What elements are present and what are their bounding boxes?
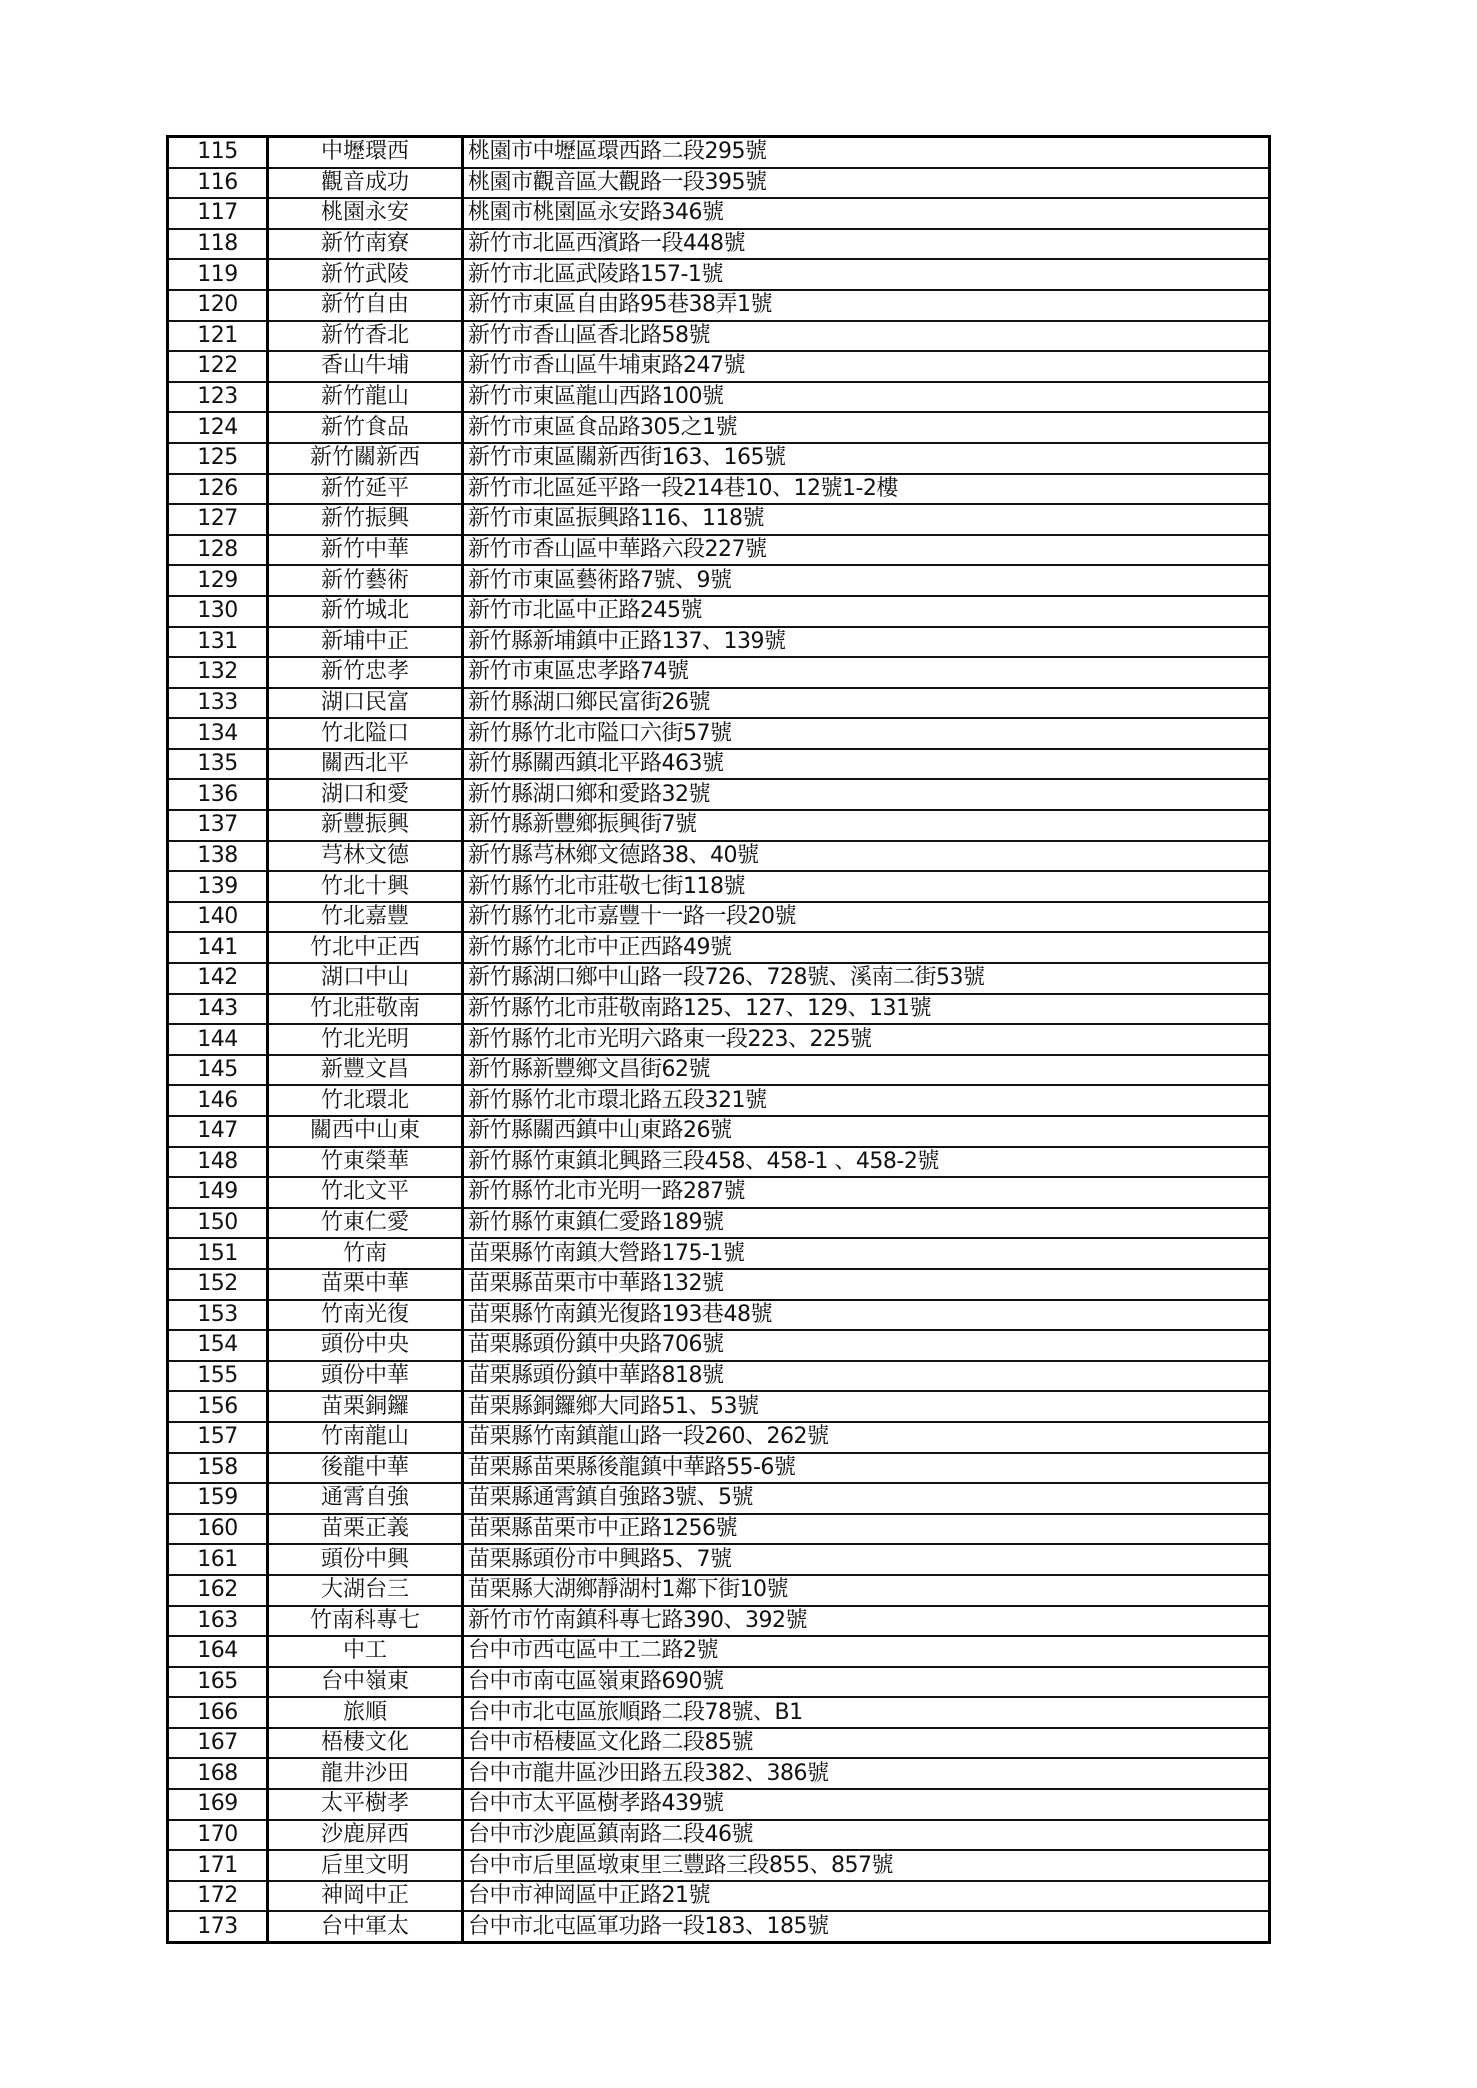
row-number-cell: 127: [168, 504, 268, 535]
table-row: [168, 1391, 1270, 1422]
address-cell: 新竹市香山區中華路六段227號: [463, 535, 1270, 566]
store-name-cell: 後龍中華: [268, 1453, 463, 1484]
store-name-cell: 苗栗正義: [268, 1514, 463, 1545]
address-cell: 新竹縣竹北市莊敬南路125、127、129、131號: [463, 994, 1270, 1025]
store-name-cell: 關西中山東: [268, 1116, 463, 1147]
address-cell: 新竹市香山區牛埔東路247號: [463, 351, 1270, 382]
table-row: [168, 1789, 1270, 1820]
row-number-cell: 168: [168, 1758, 268, 1789]
table-row: [168, 779, 1270, 810]
table-row: [168, 198, 1270, 229]
store-name-cell: 觀音成功: [268, 168, 463, 199]
row-number-cell: 146: [168, 1085, 268, 1116]
row-number-cell: 134: [168, 718, 268, 749]
table-row: [168, 443, 1270, 474]
row-number-cell: 147: [168, 1116, 268, 1147]
table-row: [168, 963, 1270, 994]
address-cell: 新竹市東區龍山西路100號: [463, 382, 1270, 413]
table-row: [168, 657, 1270, 688]
row-number-cell: 155: [168, 1361, 268, 1392]
table-row: [168, 810, 1270, 841]
table-row: [168, 259, 1270, 290]
table-row: [168, 596, 1270, 627]
store-name-cell: 新竹香北: [268, 321, 463, 352]
address-cell: 苗栗縣竹南鎮大營路175-1號: [463, 1238, 1270, 1269]
store-name-cell: 竹北嘉豐: [268, 902, 463, 933]
store-name-cell: 新豐文昌: [268, 1055, 463, 1086]
address-cell: 新竹市北區武陵路157-1號: [463, 259, 1270, 290]
row-number-cell: 163: [168, 1606, 268, 1637]
address-cell: 新竹縣湖口鄉民富街26號: [463, 688, 1270, 719]
table-row: [168, 1453, 1270, 1484]
store-name-cell: 湖口和愛: [268, 779, 463, 810]
row-number-cell: 123: [168, 382, 268, 413]
store-name-cell: 竹南龍山: [268, 1422, 463, 1453]
address-cell: 新竹縣竹北市環北路五段321號: [463, 1085, 1270, 1116]
address-cell: 台中市梧棲區文化路二段85號: [463, 1728, 1270, 1759]
store-name-cell: 新竹中華: [268, 535, 463, 566]
address-cell: 台中市神岡區中正路21號: [463, 1881, 1270, 1912]
row-number-cell: 165: [168, 1667, 268, 1698]
store-name-cell: 梧棲文化: [268, 1728, 463, 1759]
table-row: [168, 1758, 1270, 1789]
address-cell: 新竹縣關西鎮北平路463號: [463, 749, 1270, 780]
row-number-cell: 157: [168, 1422, 268, 1453]
row-number-cell: 170: [168, 1820, 268, 1851]
address-cell: 桃園市觀音區大觀路一段395號: [463, 168, 1270, 199]
address-cell: 苗栗縣竹南鎮光復路193巷48號: [463, 1300, 1270, 1331]
table-row: [168, 321, 1270, 352]
store-name-cell: 通霄自強: [268, 1483, 463, 1514]
row-number-cell: 144: [168, 1024, 268, 1055]
address-cell: 新竹縣竹北市光明六路東一段223、225號: [463, 1024, 1270, 1055]
table-row: [168, 1208, 1270, 1239]
store-name-cell: 竹北莊敬南: [268, 994, 463, 1025]
row-number-cell: 132: [168, 657, 268, 688]
row-number-cell: 143: [168, 994, 268, 1025]
row-number-cell: 125: [168, 443, 268, 474]
table-row: [168, 1820, 1270, 1851]
address-cell: 新竹市香山區香北路58號: [463, 321, 1270, 352]
table-row: [168, 841, 1270, 872]
store-name-cell: 沙鹿屏西: [268, 1820, 463, 1851]
store-name-cell: 竹南光復: [268, 1300, 463, 1331]
store-name-cell: 湖口中山: [268, 963, 463, 994]
table-row: [168, 1116, 1270, 1147]
table-row: [168, 1330, 1270, 1361]
table-row: [168, 1575, 1270, 1606]
table-row: [168, 627, 1270, 658]
row-number-cell: 124: [168, 412, 268, 443]
address-cell: 台中市沙鹿區鎮南路二段46號: [463, 1820, 1270, 1851]
store-name-cell: 竹北隘口: [268, 718, 463, 749]
table-row: [168, 1911, 1270, 1942]
row-number-cell: 141: [168, 932, 268, 963]
store-name-cell: 竹北中正西: [268, 932, 463, 963]
store-name-cell: 新竹藝術: [268, 565, 463, 596]
address-cell: 新竹縣關西鎮中山東路26號: [463, 1116, 1270, 1147]
row-number-cell: 152: [168, 1269, 268, 1300]
row-number-cell: 156: [168, 1391, 268, 1422]
table-row: [168, 1269, 1270, 1300]
store-name-cell: 頭份中興: [268, 1544, 463, 1575]
row-number-cell: 131: [168, 627, 268, 658]
store-name-cell: 香山牛埔: [268, 351, 463, 382]
table-row: [168, 474, 1270, 505]
row-number-cell: 135: [168, 749, 268, 780]
row-number-cell: 160: [168, 1514, 268, 1545]
store-address-table: [166, 135, 1271, 1944]
table-row: [168, 1667, 1270, 1698]
address-cell: 苗栗縣頭份鎮中華路818號: [463, 1361, 1270, 1392]
store-name-cell: 新埔中正: [268, 627, 463, 658]
address-cell: 苗栗縣頭份鎮中央路706號: [463, 1330, 1270, 1361]
store-name-cell: 頭份中華: [268, 1361, 463, 1392]
store-name-cell: 苗栗銅鑼: [268, 1391, 463, 1422]
row-number-cell: 136: [168, 779, 268, 810]
table-row: [168, 565, 1270, 596]
store-name-cell: 中壢環西: [268, 137, 463, 168]
address-cell: 新竹縣竹北市光明一路287號: [463, 1177, 1270, 1208]
address-cell: 台中市北屯區旅順路二段78號、B1: [463, 1697, 1270, 1728]
row-number-cell: 173: [168, 1911, 268, 1942]
row-number-cell: 166: [168, 1697, 268, 1728]
row-number-cell: 154: [168, 1330, 268, 1361]
table-row: [168, 351, 1270, 382]
table-row: [168, 1055, 1270, 1086]
table-row: [168, 535, 1270, 566]
table-row: [168, 1881, 1270, 1912]
address-cell: 新竹市北區西濱路一段448號: [463, 229, 1270, 260]
address-cell: 新竹市竹南鎮科專七路390、392號: [463, 1606, 1270, 1637]
store-name-cell: 旅順: [268, 1697, 463, 1728]
table-row: [168, 994, 1270, 1025]
row-number-cell: 130: [168, 596, 268, 627]
row-number-cell: 129: [168, 565, 268, 596]
address-cell: 台中市龍井區沙田路五段382、386號: [463, 1758, 1270, 1789]
table-row: [168, 412, 1270, 443]
store-name-cell: 竹東榮華: [268, 1147, 463, 1178]
address-cell: 新竹市北區中正路245號: [463, 596, 1270, 627]
address-cell: 桃園市桃園區永安路346號: [463, 198, 1270, 229]
address-cell: 苗栗縣竹南鎮龍山路一段260、262號: [463, 1422, 1270, 1453]
row-number-cell: 145: [168, 1055, 268, 1086]
address-cell: 新竹縣新埔鎮中正路137、139號: [463, 627, 1270, 658]
address-cell: 新竹縣竹北市莊敬七街118號: [463, 871, 1270, 902]
row-number-cell: 167: [168, 1728, 268, 1759]
store-name-cell: 湖口民富: [268, 688, 463, 719]
address-cell: 新竹市東區藝術路7號、9號: [463, 565, 1270, 596]
table-row: [168, 1544, 1270, 1575]
store-name-cell: 新竹關新西: [268, 443, 463, 474]
address-cell: 新竹市東區忠孝路74號: [463, 657, 1270, 688]
address-cell: 新竹縣新豐鄉文昌街62號: [463, 1055, 1270, 1086]
row-number-cell: 128: [168, 535, 268, 566]
address-cell: 苗栗縣頭份市中興路5、7號: [463, 1544, 1270, 1575]
store-name-cell: 太平樹孝: [268, 1789, 463, 1820]
store-name-cell: 中工: [268, 1636, 463, 1667]
table-row: [168, 1024, 1270, 1055]
store-name-cell: 神岡中正: [268, 1881, 463, 1912]
row-number-cell: 171: [168, 1850, 268, 1881]
store-name-cell: 新竹南寮: [268, 229, 463, 260]
table-row: [168, 1177, 1270, 1208]
address-cell: 新竹縣竹東鎮北興路三段458、458-1 、458-2號: [463, 1147, 1270, 1178]
store-name-cell: 關西北平: [268, 749, 463, 780]
row-number-cell: 121: [168, 321, 268, 352]
row-number-cell: 159: [168, 1483, 268, 1514]
row-number-cell: 172: [168, 1881, 268, 1912]
table-row: [168, 1238, 1270, 1269]
row-number-cell: 149: [168, 1177, 268, 1208]
row-number-cell: 115: [168, 137, 268, 168]
row-number-cell: 117: [168, 198, 268, 229]
table-row: [168, 749, 1270, 780]
store-name-cell: 新竹武陵: [268, 259, 463, 290]
row-number-cell: 148: [168, 1147, 268, 1178]
table-row: [168, 1147, 1270, 1178]
store-name-cell: 竹北環北: [268, 1085, 463, 1116]
row-number-cell: 116: [168, 168, 268, 199]
store-name-cell: 新竹振興: [268, 504, 463, 535]
address-cell: 苗栗縣苗栗縣後龍鎮中華路55-6號: [463, 1453, 1270, 1484]
address-cell: 苗栗縣通霄鎮自強路3號、5號: [463, 1483, 1270, 1514]
store-name-cell: 新竹食品: [268, 412, 463, 443]
store-name-cell: 竹北文平: [268, 1177, 463, 1208]
row-number-cell: 161: [168, 1544, 268, 1575]
address-cell: 新竹縣湖口鄉中山路一段726、728號、溪南二街53號: [463, 963, 1270, 994]
table-row: [168, 1422, 1270, 1453]
table-row: [168, 1728, 1270, 1759]
row-number-cell: 138: [168, 841, 268, 872]
store-name-cell: 苗栗中華: [268, 1269, 463, 1300]
address-cell: 新竹市東區食品路305之1號: [463, 412, 1270, 443]
row-number-cell: 120: [168, 290, 268, 321]
table-row: [168, 1361, 1270, 1392]
table-body: [168, 137, 1270, 1943]
address-cell: 苗栗縣苗栗市中華路132號: [463, 1269, 1270, 1300]
table-row: [168, 1483, 1270, 1514]
row-number-cell: 133: [168, 688, 268, 719]
store-name-cell: 竹東仁愛: [268, 1208, 463, 1239]
store-name-cell: 台中軍太: [268, 1911, 463, 1942]
table-row: [168, 168, 1270, 199]
row-number-cell: 137: [168, 810, 268, 841]
row-number-cell: 164: [168, 1636, 268, 1667]
table-row: [168, 1514, 1270, 1545]
address-cell: 台中市太平區樹孝路439號: [463, 1789, 1270, 1820]
row-number-cell: 158: [168, 1453, 268, 1484]
store-name-cell: 台中嶺東: [268, 1667, 463, 1698]
row-number-cell: 151: [168, 1238, 268, 1269]
store-name-cell: 竹北十興: [268, 871, 463, 902]
table-row: [168, 137, 1270, 168]
store-name-cell: 新豐振興: [268, 810, 463, 841]
address-cell: 台中市后里區墩東里三豐路三段855、857號: [463, 1850, 1270, 1881]
table-row: [168, 1300, 1270, 1331]
table-row: [168, 871, 1270, 902]
table-row: [168, 902, 1270, 933]
table-row: [168, 290, 1270, 321]
store-name-cell: 竹南科專七: [268, 1606, 463, 1637]
table-row: [168, 1697, 1270, 1728]
store-name-cell: 桃園永安: [268, 198, 463, 229]
address-cell: 新竹市東區振興路116、118號: [463, 504, 1270, 535]
store-name-cell: 龍井沙田: [268, 1758, 463, 1789]
row-number-cell: 150: [168, 1208, 268, 1239]
row-number-cell: 118: [168, 229, 268, 260]
table-row: [168, 932, 1270, 963]
store-name-cell: 新竹延平: [268, 474, 463, 505]
address-cell: 新竹縣新豐鄉振興街7號: [463, 810, 1270, 841]
table-row: [168, 718, 1270, 749]
address-cell: 新竹縣芎林鄉文德路38、40號: [463, 841, 1270, 872]
table-row: [168, 1850, 1270, 1881]
address-cell: 新竹縣竹北市隘口六街57號: [463, 718, 1270, 749]
row-number-cell: 126: [168, 474, 268, 505]
address-cell: 新竹縣竹東鎮仁愛路189號: [463, 1208, 1270, 1239]
store-name-cell: 新竹自由: [268, 290, 463, 321]
store-name-cell: 頭份中央: [268, 1330, 463, 1361]
store-name-cell: 竹北光明: [268, 1024, 463, 1055]
address-cell: 新竹市北區延平路一段214巷10、12號1-2樓: [463, 474, 1270, 505]
row-number-cell: 142: [168, 963, 268, 994]
table-row: [168, 1636, 1270, 1667]
store-name-cell: 新竹城北: [268, 596, 463, 627]
address-cell: 台中市西屯區中工二路2號: [463, 1636, 1270, 1667]
table-row: [168, 1085, 1270, 1116]
row-number-cell: 139: [168, 871, 268, 902]
store-name-cell: 大湖台三: [268, 1575, 463, 1606]
address-cell: 桃園市中壢區環西路二段295號: [463, 137, 1270, 168]
table-row: [168, 382, 1270, 413]
table-row: [168, 688, 1270, 719]
address-cell: 台中市南屯區嶺東路690號: [463, 1667, 1270, 1698]
address-cell: 苗栗縣銅鑼鄉大同路51、53號: [463, 1391, 1270, 1422]
address-cell: 苗栗縣苗栗市中正路1256號: [463, 1514, 1270, 1545]
address-cell: 新竹市東區關新西街163、165號: [463, 443, 1270, 474]
address-cell: 新竹市東區自由路95巷38弄1號: [463, 290, 1270, 321]
store-name-cell: 后里文明: [268, 1850, 463, 1881]
table-row: [168, 1606, 1270, 1637]
table-row: [168, 504, 1270, 535]
row-number-cell: 162: [168, 1575, 268, 1606]
address-cell: 新竹縣竹北市嘉豐十一路一段20號: [463, 902, 1270, 933]
store-name-cell: 芎林文德: [268, 841, 463, 872]
row-number-cell: 140: [168, 902, 268, 933]
table-row: [168, 229, 1270, 260]
row-number-cell: 153: [168, 1300, 268, 1331]
address-cell: 新竹縣竹北市中正西路49號: [463, 932, 1270, 963]
address-cell: 新竹縣湖口鄉和愛路32號: [463, 779, 1270, 810]
store-name-cell: 新竹龍山: [268, 382, 463, 413]
address-cell: 台中市北屯區軍功路一段183、185號: [463, 1911, 1270, 1942]
address-cell: 苗栗縣大湖鄉靜湖村1鄰下街10號: [463, 1575, 1270, 1606]
row-number-cell: 119: [168, 259, 268, 290]
store-name-cell: 竹南: [268, 1238, 463, 1269]
store-name-cell: 新竹忠孝: [268, 657, 463, 688]
row-number-cell: 169: [168, 1789, 268, 1820]
row-number-cell: 122: [168, 351, 268, 382]
